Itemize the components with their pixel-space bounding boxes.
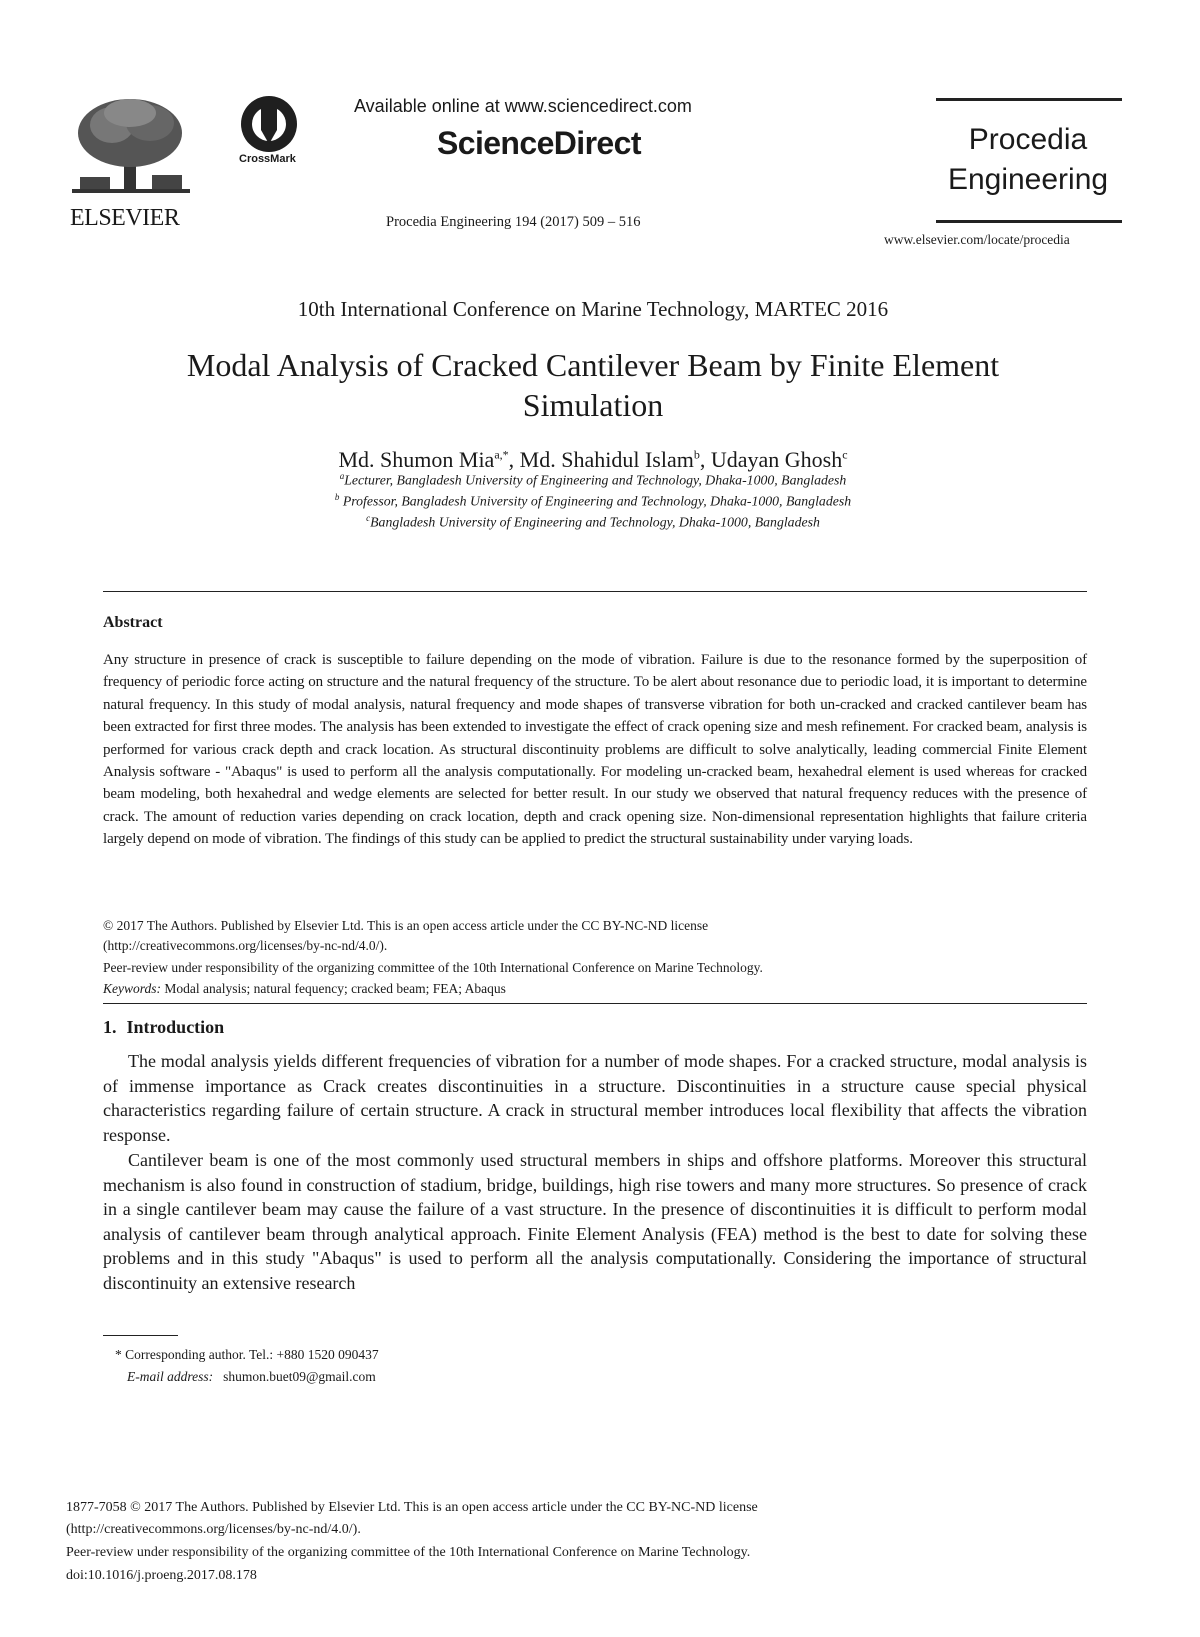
journal-url-link[interactable]: www.elsevier.com/locate/procedia	[884, 232, 1070, 247]
conference-name: 10th International Conference on Marine Technology, MARTEC 2016	[297, 297, 889, 321]
journal-name-line2: Engineering	[947, 163, 1109, 196]
affiliation	[0, 513, 1186, 531]
footer-copyright: 1877-7058 © 2017 The Authors. Published by Elsevier Ltd. This is an open access article under the CC BY-NC-ND license	[66, 1500, 758, 1515]
email-label: E-mail address:	[127, 1369, 214, 1384]
footer-peer-review: Peer-review under responsibility of the organizing committee of the 10th International Conference on Marine Technology.	[66, 1545, 751, 1560]
keywords-text: Modal analysis; natural fequency; cracked beam; FEA; Abaqus	[164, 981, 506, 996]
affiliation-text: Lecturer, Bangladesh University of Engineering and Technology, Dhaka-1000, Bangladesh	[344, 472, 847, 488]
keywords-line	[103, 979, 1087, 999]
affiliation-mark: c	[366, 513, 371, 523]
author-separator: ,	[699, 447, 711, 472]
intro-paragraph-1: The modal analysis yields different frequencies of vibration for a number of mode shapes. For a cracked structure, modal analysis is of immense importance as Crack creates discontinuities in a structure. Discontinuities in a structure cause special physical characteristics regarding failure of certain structure. A crack in structural member introduces local flexibility that affects the vibration response.	[103, 1051, 1087, 1145]
email-line	[127, 1369, 376, 1385]
abstract-rule-top	[103, 591, 1087, 592]
elsevier-tree-logo	[72, 95, 190, 195]
sciencedirect-wordmark: ScienceDirect	[437, 125, 641, 161]
peer-review-notice: Peer-review under responsibility of the organizing committee of the 10th International Conference on Marine Technology.	[103, 960, 763, 975]
journal-name	[930, 120, 1126, 200]
journal-name-line1: Procedia	[968, 123, 1088, 156]
paper-title-line1: Modal Analysis of Cracked Cantilever Beam by Finite Element	[186, 347, 1000, 383]
author-name: Udayan Ghosh	[710, 447, 843, 472]
section-number: 1.	[103, 1017, 117, 1037]
copyright-notice: © 2017 The Authors. Published by Elsevier Ltd. This is an open access article under the CC BY-NC-ND license	[103, 918, 709, 933]
paper-title	[80, 345, 1106, 425]
footer-doi[interactable]: doi:10.1016/j.proeng.2017.08.178	[66, 1568, 257, 1583]
author-list	[0, 447, 1186, 473]
affiliation-text: Professor, Bangladesh University of Engineering and Technology, Dhaka-1000, Bangladesh	[342, 493, 852, 509]
author-affiliation-mark: a,*	[494, 447, 509, 462]
affiliation-text: Bangladesh University of Engineering and Technology, Dhaka-1000, Bangladesh	[370, 514, 820, 530]
intro-paragraph-2: Cantilever beam is one of the most commonly used structural members in ships and offshore platforms. Moreover this structural mechanism is also found in construction of stadium, bridge, buildings, high rise towers and many more structures. So presence of crack in a single cantilever beam may cause the failure of a vast structure. In the presence of discontinuities it is difficult to perform modal analysis of cantilever beam through analytical approach. Finite Element Analysis (FEA) method is the best to date for solving these problems and in this study "Abaqus" is used to perform all the analysis computationally. Considering the importance of structural discontinuity an extensive research	[103, 1150, 1087, 1293]
abstract-body: Any structure in presence of crack is susceptible to failure depending on the mode of vibration. Failure is due to the resonance formed by the superposition of frequency of periodic force acting on structure and the natural frequency of the structure. To be alert about resonance due to periodic load, it is important to determine natural frequency. In this study of modal analysis, natural frequency and mode shapes of transverse vibration for both un-cracked and cracked cantilever beam has been extracted for first three modes. The analysis has been extended to investigate the effect of crack opening size and mesh refinement. For cracked beam, analysis is performed for various crack depth and crack location. As structural discontinuity problems are difficult to solve analytically, leading commercial Finite Element Analysis software - "Abaqus" is used to perform all the analysis computationally. For modeling un-cracked beam, hexahedral element is used whereas for cracked beam modeling, both hexahedral and wedge elements are selected for better result. In our study we observed that natural frequency reduces with the presence of crack. The amount of reduction varies depending on crack location, depth and crack opening size. Non-dimensional representation highlights that failure criteria largely depend on mode of vibration. The findings of this study can be applied to predict the structural sustainability under varying loads.	[103, 652, 1087, 848]
affiliation	[0, 492, 1186, 510]
crossmark-label: CrossMark	[239, 153, 296, 165]
author-affiliation-mark: b	[693, 447, 700, 462]
corresponding-author-note: * Corresponding author. Tel.: +880 1520 090437	[115, 1347, 379, 1362]
journal-rule-top	[936, 98, 1122, 101]
journal-reference: Procedia Engineering 194 (2017) 509 – 516	[386, 214, 641, 230]
abstract-heading: Abstract	[103, 614, 163, 631]
affiliation-mark: a	[339, 471, 345, 481]
author-name: Md. Shumon Mia	[338, 447, 495, 472]
affiliation-mark: b	[334, 492, 340, 502]
available-online-text: Available online at www.sciencedirect.com	[354, 96, 692, 116]
keywords-label: Keywords:	[103, 981, 161, 996]
footnote-rule	[103, 1335, 178, 1336]
paper-title-line2: Simulation	[522, 387, 664, 423]
abstract-rule-bottom	[103, 1003, 1087, 1004]
author-name: Md. Shahidul Islam	[519, 447, 694, 472]
journal-rule-bottom	[936, 220, 1122, 223]
elsevier-wordmark: ELSEVIER	[70, 205, 180, 231]
footer-license-link[interactable]: (http://creativecommons.org/licenses/by-nc-nd/4.0/).	[66, 1522, 361, 1537]
email-link[interactable]: shumon.buet09@gmail.com	[223, 1369, 376, 1384]
affiliation	[0, 471, 1186, 489]
author-separator: ,	[508, 447, 520, 472]
license-link[interactable]: (http://creativecommons.org/licenses/by-nc-nd/4.0/).	[103, 938, 388, 953]
section-title: Introduction	[126, 1017, 225, 1037]
section-heading-introduction	[103, 1017, 224, 1038]
author-affiliation-mark: c	[842, 447, 848, 462]
